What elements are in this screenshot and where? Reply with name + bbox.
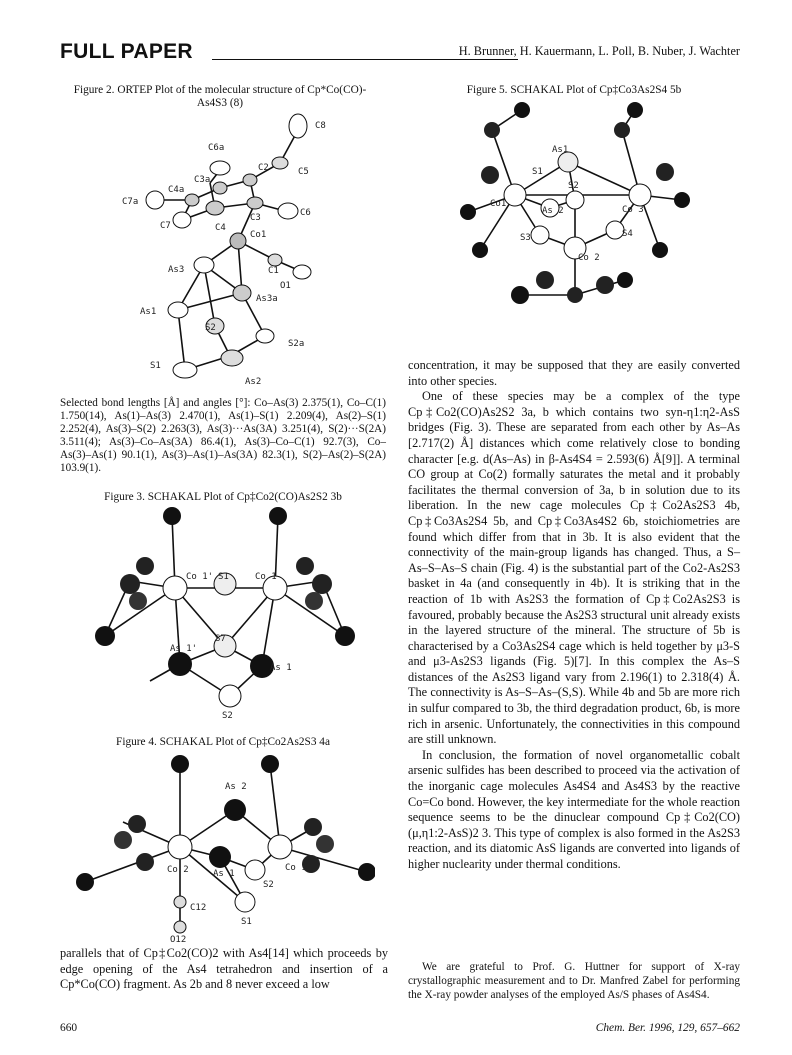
atom-label: Co 1' <box>186 572 214 582</box>
figure-4-caption: Figure 4. SCHAKAL Plot of Cp‡Co2As2S3 4a <box>116 736 330 748</box>
atom-label: O12 <box>170 935 187 942</box>
atom-sphere <box>163 507 181 525</box>
atom-sphere <box>174 921 186 933</box>
atom-sphere <box>210 161 230 175</box>
atom-label: S7 <box>215 634 226 644</box>
figure-4-schakal-plot <box>75 752 375 942</box>
atom-label: Co 2 <box>578 253 600 263</box>
atom-label: S2 <box>263 880 274 890</box>
atom-sphere <box>278 203 298 219</box>
atom-sphere <box>173 212 191 228</box>
atom-sphere <box>269 507 287 525</box>
atom-sphere <box>629 184 651 206</box>
atom-label: S1 <box>150 361 161 371</box>
figure-2-bond-lengths-note: Selected bond lengths [Å] and angles [°]: Co–As(3) 2.375(1), Co–C(1) 1.750(14), As(1)–As(3) 2.470(1), As(1)–S(1) 2.209(4), As(2)–S(1) 2.252(4), As(3)–S(2) 2.263(3), As(3)···As(3A) 3.251(4), S(2)···S(2A) 3.511(4); As(3)–Co–As(3A) 86.4(1), As(3)–Co–C(1) 92.7(3), Co–As(3)–As(1) 90.1(1), As(3)–As(1)–As(3A) 82.3(1), S(2)–As(2)–S(2A) 103.9(1). <box>60 397 386 475</box>
atom-sphere <box>224 799 246 821</box>
atom-sphere <box>209 846 231 868</box>
atom-sphere <box>235 892 255 912</box>
atom-sphere <box>514 102 530 118</box>
atom-sphere <box>173 362 197 378</box>
atom-label: C8 <box>315 121 326 131</box>
atom-sphere <box>206 201 224 215</box>
running-header <box>60 40 740 66</box>
figure-5-caption: Figure 5. SCHAKAL Plot of Cp‡Co3As2S4 5b <box>466 84 682 96</box>
atom-label: C3a <box>194 175 211 185</box>
atom-sphere <box>531 226 549 244</box>
journal-citation: Chem. Ber. 1996, 129, 657–662 <box>595 1022 740 1034</box>
author-line: H. Brunner, H. Kauermann, L. Poll, B. Nuber, J. Wachter <box>458 44 740 58</box>
atom-label: C7 <box>160 221 171 231</box>
atom-label: As 2 <box>225 782 247 792</box>
atom-label: As1 <box>140 307 157 317</box>
atom-label: C5 <box>298 167 309 177</box>
atom-sphere <box>484 122 500 138</box>
atom-sphere <box>261 755 279 773</box>
header-rule <box>212 59 518 60</box>
atom-sphere <box>567 287 583 303</box>
atom-label: C12 <box>190 903 207 913</box>
atom-label: S2 <box>205 323 216 333</box>
figure-3-caption: Figure 3. SCHAKAL Plot of Cp‡Co2(CO)As2S2 3b <box>104 491 342 503</box>
atom-label: As 2 <box>542 206 564 216</box>
atom-sphere <box>230 233 246 249</box>
atom-sphere <box>289 114 307 138</box>
atom-sphere <box>358 863 375 881</box>
atom-label: C2 <box>258 163 269 173</box>
atom-label: O1 <box>280 281 291 291</box>
atom-label: As 1 <box>213 869 235 879</box>
atom-sphere <box>168 302 188 318</box>
atom-sphere <box>335 626 355 646</box>
atom-label: S1 <box>241 917 252 927</box>
atom-sphere <box>168 835 192 859</box>
atom-sphere <box>247 197 263 209</box>
paragraph-3: In conclusion, the formation of novel organometallic cobalt arsenic sulfides has been described to proceed via the activation of the inorganic cage molecules As4S4 and As4S3 by the reactive Co=Co bond. However, the key intermediate for the whole reaction sequence seems to be the dinuclear compound Cp‡Co2(CO)(μ,η1:2-AsS)2 3. This type of complex is also formed in the As2S3 reaction, and its diatomic AsS ligands are converted into ligands of higher nuclearity under thermal conditions. <box>408 747 740 871</box>
atom-sphere <box>120 574 140 594</box>
figure-2-ortep-plot <box>120 108 350 388</box>
atom-sphere <box>233 285 251 301</box>
atom-sphere <box>674 192 690 208</box>
atom-sphere <box>268 254 282 266</box>
atom-sphere <box>312 574 332 594</box>
atom-sphere <box>136 557 154 575</box>
atom-label: C3 <box>250 213 261 223</box>
atom-label: As 1 <box>270 663 292 673</box>
right-column-body <box>408 358 740 873</box>
atom-label: S3 <box>520 233 531 243</box>
atom-sphere <box>219 685 241 707</box>
atom-sphere <box>566 191 584 209</box>
ortep-atom-labels <box>122 121 326 387</box>
atom-label: As 1' <box>170 644 198 654</box>
atom-label: As1 <box>552 145 569 155</box>
bond-line <box>85 847 180 882</box>
atom-sphere <box>511 286 529 304</box>
left-column-paragraph: parallels that of Cp‡Co2(CO)2 with As4[14] which proceeds by edge opening of the As4 tetrahedron and insertion of a Cp*Co(CO) fragment. As 2b and 8 never exceed a low <box>60 946 388 992</box>
atom-sphere <box>129 592 147 610</box>
acknowledgement: We are grateful to Prof. G. Huttner for support of X-ray crystallographic measurement and to Dr. Manfred Zabel for performing the X-ray powder analyses of the employed As/S phases of As4S4. <box>408 961 740 1002</box>
atom-label: As2 <box>245 377 262 387</box>
atom-sphere <box>213 182 227 194</box>
atom-sphere <box>472 242 488 258</box>
atom-sphere <box>596 276 614 294</box>
atom-label: Co 2 <box>167 865 189 875</box>
atom-label: C7a <box>122 197 139 207</box>
atom-label: C1 <box>268 266 279 276</box>
atom-label: S2 <box>568 181 579 191</box>
atom-sphere <box>305 592 323 610</box>
atom-sphere <box>617 272 633 288</box>
atom-label: S2a <box>288 339 305 349</box>
atom-sphere <box>185 194 199 206</box>
atom-sphere <box>256 329 274 343</box>
atom-label: As3 <box>168 265 185 275</box>
atom-sphere <box>293 265 311 279</box>
atom-sphere <box>296 557 314 575</box>
atom-sphere <box>245 860 265 880</box>
ortep-atoms <box>146 114 311 378</box>
atom-sphere <box>272 157 288 169</box>
atom-sphere <box>316 835 334 853</box>
atom-sphere <box>128 815 146 833</box>
atom-sphere <box>536 271 554 289</box>
atom-label: S1 <box>532 167 543 177</box>
atom-sphere <box>243 174 257 186</box>
atom-sphere <box>174 896 186 908</box>
atom-label: C4a <box>168 185 185 195</box>
figure-3-schakal-plot <box>90 506 360 726</box>
page-number: 660 <box>60 1022 78 1034</box>
atom-sphere <box>171 755 189 773</box>
atom-sphere <box>656 163 674 181</box>
atom-label: C4 <box>215 223 226 233</box>
atom-label: S2 <box>222 711 233 721</box>
atom-sphere <box>614 122 630 138</box>
atom-sphere <box>114 831 132 849</box>
atom-label: S4 <box>622 229 633 239</box>
atom-sphere <box>76 873 94 891</box>
section-label: FULL PAPER <box>60 40 193 63</box>
atom-sphere <box>268 835 292 859</box>
atom-label: Co1 <box>490 199 507 209</box>
bond-line <box>270 764 280 847</box>
atom-label: C6 <box>300 208 311 218</box>
atom-label: C6a <box>208 143 225 153</box>
atom-sphere <box>558 152 578 172</box>
atom-sphere <box>504 184 526 206</box>
figure-5-schakal-plot <box>450 100 700 310</box>
atom-sphere <box>481 166 499 184</box>
atom-sphere <box>163 576 187 600</box>
bond-line <box>204 265 215 326</box>
atom-label: As3a <box>256 294 278 304</box>
figure-2-caption: Figure 2. ORTEP Plot of the molecular structure of Cp*Co(CO)- As4S3 (8) <box>73 84 367 109</box>
atom-label: Co1 <box>250 230 267 240</box>
atom-sphere <box>146 191 164 209</box>
atom-sphere <box>136 853 154 871</box>
atom-label: Co 3 <box>622 205 644 215</box>
atom-sphere <box>460 204 476 220</box>
atom-sphere <box>95 626 115 646</box>
atom-sphere <box>627 102 643 118</box>
atom-label: Co 1 <box>255 572 277 582</box>
atom-sphere <box>194 257 214 273</box>
atom-label: S1 <box>218 572 229 582</box>
atom-sphere <box>304 818 322 836</box>
paragraph-1: concentration, it may be supposed that they are easily converted into other species. <box>408 358 740 388</box>
atom-sphere <box>221 350 243 366</box>
atom-sphere <box>168 652 192 676</box>
atom-label: Co 1 <box>285 863 307 873</box>
atom-sphere <box>652 242 668 258</box>
paragraph-2: One of these species may be a complex of the type Cp‡Co2(CO)As2S2 3a, b which contains two syn-η1:η2-AsS bridges (Fig. 3). These are separated from each other by As–As [2.717(2) Å] distances which come relatively close to bonding character [e.g. d(As–As) in β-As4S4 = 2.593(6) Å[9]]. A terminal CO group at Co(2) formally saturates the metal and it probably facilitates the thermal conversion of 3a, b in solution due to its liberation. In the new cage molecules Cp‡Co2As2S3 4b, Cp‡Co3As2S4 5b, and Cp‡Co3As4S2 6b, stoichiometries are found which differ from that in 3b. It is also evident that the connectivity of the main-group ligands has changed. Thus, a S–As–S–As–S chain (Fig. 4) is the substantial part of the Co2-As2S3 basket in 4a (and consequently in 4b). It is striking that in the reaction of 1b with As2S3 the formation of Cp‡Co2As2S3 is favoured, probably because the As2S3 structural unit already exists in the layered structure of the mineral. The structure of 5b is characterised by a Co3As2S4 cage which is held together by μ3-S and μ3-As2S3 ligands (Fig. 5)[7]. In this complex the As–S distances of the As2S3 ligand vary from 2.196(1) to 2.318(4) Å. The connectivity is As–S–As–(S,S). While 4b and 5b are more rich in sulfur compared to 3b, the third degradation product, 6b, is more rich in arsenic. Unfortunately, the connectivities in this compound are still unknown. <box>408 389 740 747</box>
bond-line <box>178 310 185 370</box>
